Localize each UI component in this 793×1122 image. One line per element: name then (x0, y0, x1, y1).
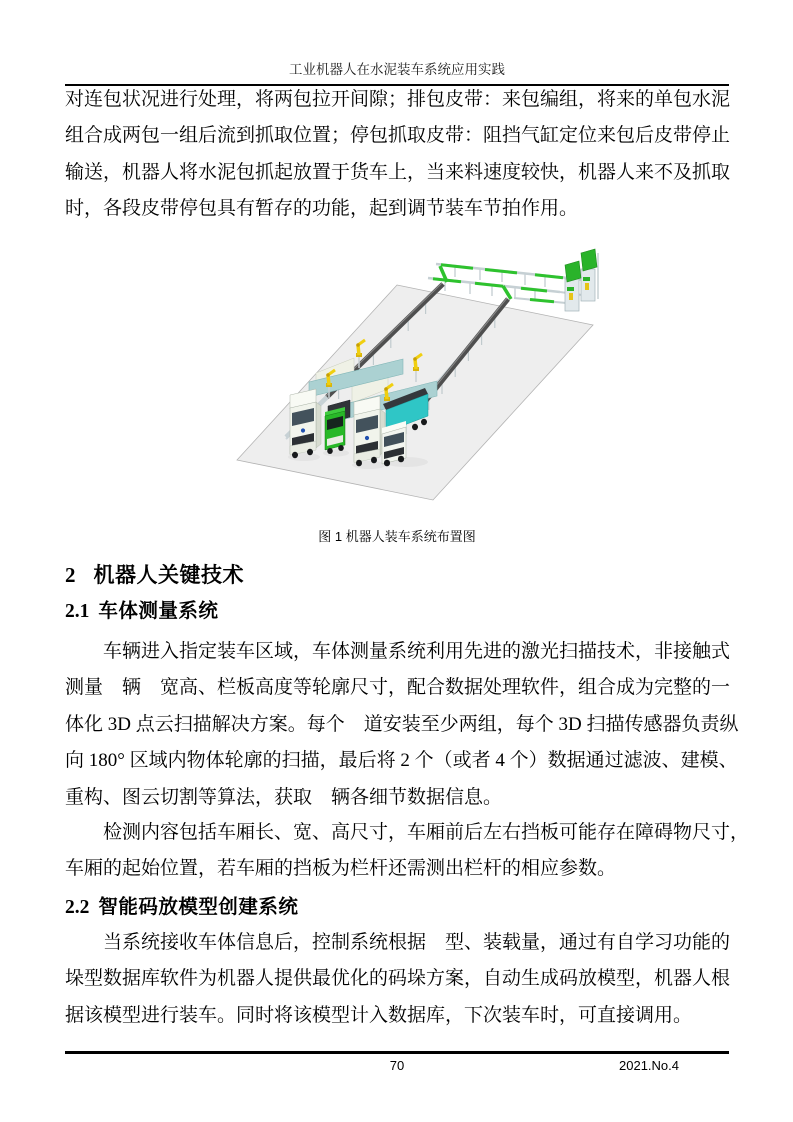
text-line: 车辆进入指定装车区域，车体测量系统利用先进的激光扫描技术，非接触式 (103, 641, 731, 662)
section-heading-2-2 (65, 894, 298, 921)
figure-illustration (230, 245, 640, 520)
text-line: 测量 辆 宽高、栏板高度等轮廓尺寸，配合数据处理软件，组合成为完整的一 (65, 677, 731, 699)
section-heading-2-1 (65, 598, 218, 625)
text-line: 检测内容包括车厢长、宽、高尺寸，车厢前后左右挡板可能存在障碍物尺寸， (103, 822, 750, 843)
paragraph-belt-process (65, 82, 729, 228)
figure-1 (230, 245, 640, 520)
section-number: 2.1 (65, 601, 90, 622)
section-title: 机器人关键技术 (93, 564, 244, 587)
section-number: 2.2 (65, 897, 90, 918)
text-line: 时，各段皮带停包具有暂存的功能，起到调节装车节拍作用。 (65, 198, 579, 220)
issue-number: 2021.No.4 (619, 1058, 679, 1073)
text-line: 当系统接收车体信息后，控制系统根据 型、装载量，通过有自学习功能的 (103, 932, 731, 953)
text-line: 体化 3D 点云扫描解决方案。每个 道安装至少两组，每个 3D 扫描传感器负责纵 (65, 713, 739, 735)
section-heading-2 (65, 560, 244, 591)
text-line: 组合成两包一组后流到抓取位置；停包抓取皮带：阻挡气缸定位来包后皮带停止 (65, 125, 731, 147)
section-title: 车体测量系统 (98, 600, 219, 622)
paragraph-detection-content (65, 815, 750, 888)
bag-feeder-machines (560, 249, 598, 311)
page-number: 70 (389, 1058, 405, 1073)
paragraph-vehicle-measurement (65, 634, 739, 816)
text-line: 据该模型进行装车。同时将该模型计入数据库，下次装车时，可直接调用。 (65, 1004, 693, 1026)
text-line: 垛型数据库软件为机器人提供最优化的码垛方案，自动生成码放模型，机器人根 (65, 968, 731, 990)
paragraph-stacking-model (65, 925, 729, 1034)
text-line: 对连包状况进行处理，将两包拉开间隙；排包皮带：来包编组，将来的单包水泥 (65, 89, 731, 110)
text-line: 车厢的起始位置，若车厢的挡板为栏杆还需测出栏杆的相应参数。 (65, 858, 617, 880)
figure-caption: 图 1 机器人装车系统布置图 (318, 529, 476, 544)
text-line: 重构、图云切割等算法，获取 辆各细节数据信息。 (65, 786, 503, 808)
running-header-title: 工业机器人在水泥装车系统应用实践 (289, 62, 505, 77)
text-line: 输送，机器人将水泥包抓起放置于货车上，当来料速度较快，机器人来不及抓取 (65, 161, 731, 183)
text-line: 向 180° 区域内物体轮廓的扫描，最后将 2 个（或者 4 个）数据通过滤波、建模、 (65, 750, 738, 772)
section-number: 2 (65, 563, 76, 587)
footer-rule (65, 1051, 729, 1054)
section-title: 智能码放模型创建系统 (98, 896, 299, 918)
